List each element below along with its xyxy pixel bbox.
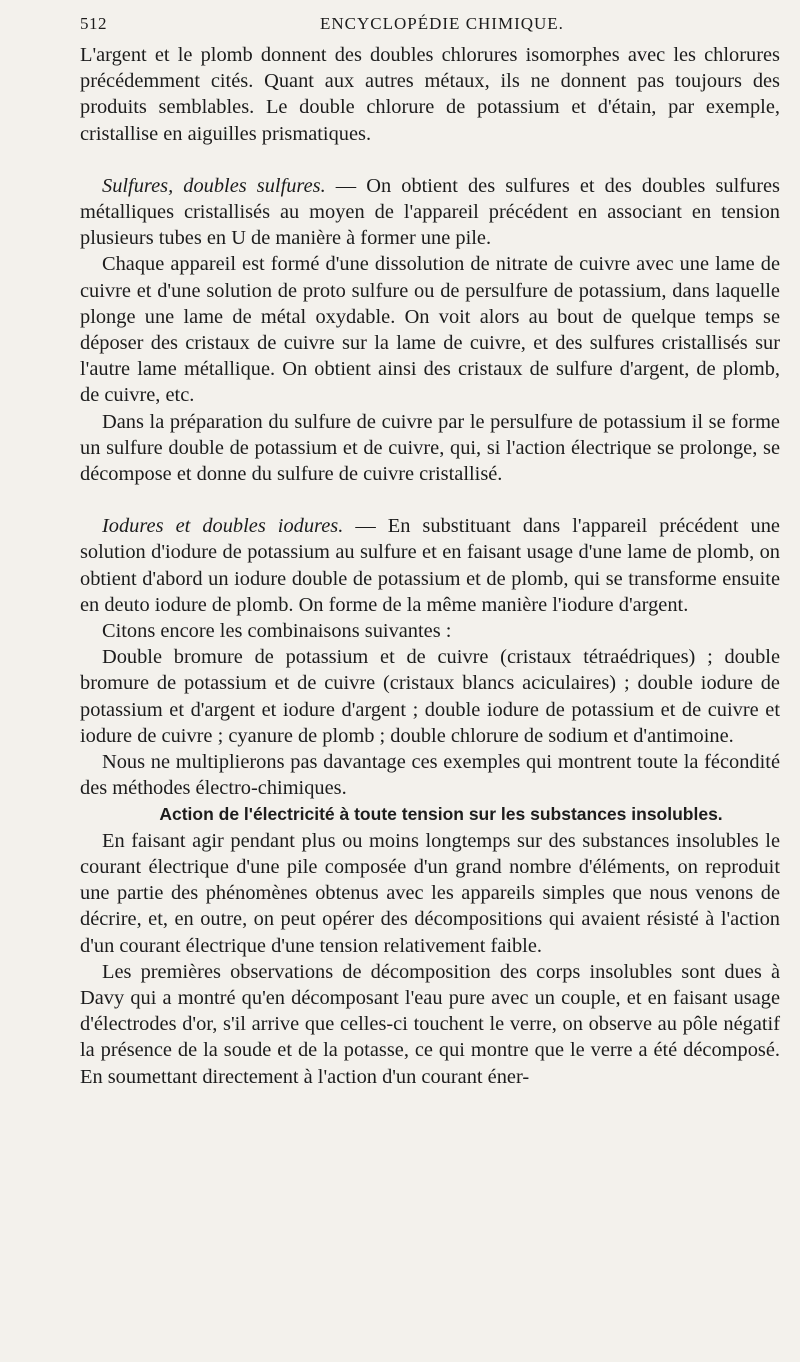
paragraph-silver-lead: L'argent et le plomb donnent des doubles chlorures isomorphes avec les chlorures précédemment cités. Quant aux autres métaux, ils ne donnent pas toujours des produits semblables. Le double chlorure de potassium et d'étain, par exemple, cristallise en aiguilles prismatiques.: [80, 44, 780, 145]
paragraph-combinations-intro: Citons encore les combinaisons suivantes :: [102, 620, 452, 643]
paragraph-davy: Les premières observations de décomposition des corps insolubles sont dues à Davy qui a montré qu'en décomposant l'eau pure avec un couple, et en faisant usage d'électrodes d'or, s'il arrive que celles-ci touchent le verre, on observe au pôle négatif la présence de la soude et de la potasse, ce qui montre que le verre a été décomposé. En soumettant directement à l'action d'un courant éner-: [80, 960, 780, 1088]
paragraph-high-tension: En faisant agir pendant plus ou moins longtemps sur des substances insolubles le courant électrique d'une pile composée d'un grand nombre d'éléments, on reproduit une partie des phénomènes obtenus avec les appareils simples que nous venons de décrire, et, en outre, on peut opérer des décompositions qui avaient résisté à l'action d'un courant électrique d'une tension relativement faible.: [80, 829, 780, 957]
paragraph-conclusion: Nous ne multiplierons pas davantage ces exemples qui montrent toute la fécondité des méthodes électro-chimiques.: [80, 751, 780, 800]
subsection-heading-iodures: Iodures et doubles iodures.: [102, 515, 344, 538]
paragraph-iodures: Iodures et doubles iodures. — En substituant dans l'appareil précédent une solution d'iodure de potassium au sulfure et en faisant usage d'une lame de plomb, on obtient d'abord un iodure double de potassium et de plomb, qui se transforme ensuite en deuto iodure de plomb. On forme de la même manière l'iodure d'argent.: [80, 515, 780, 616]
section-title: Action de l'électricité à toute tension sur les substances insolubles.: [159, 804, 723, 825]
paragraph-sulfures: Sulfures, doubles sulfures. — On obtient des sulfures et des doubles sulfures métalliques cristallisés au moyen de l'appareil précédent en associant en tension plusieurs tubes en U de manière à former une pile.: [80, 174, 780, 250]
page-header: [80, 14, 780, 38]
subsection-heading-sulfures: Sulfures, doubles sulfures.: [102, 174, 326, 197]
paragraph-combinations-list: Double bromure de potassium et de cuivre (cristaux tétraédriques) ; double bromure de potassium et de cuivre (cristaux blancs aciculaires) ; double iodure de potassium et d'argent et iodure d'argent ; double iodure de potassium et de cuivre et iodure de cuivre ; cyanure de plomb ; double chlorure de sodium et d'antimoine.: [80, 646, 780, 747]
page-number: 512: [80, 14, 107, 33]
paragraph-apparatus: Chaque appareil est formé d'une dissolution de nitrate de cuivre avec une lame de cuivre et d'une solution de proto sulfure ou de persulfure de potassium, dans laquelle plonge une lame de métal oxydable. On voit alors au bout de quelque temps se déposer des cristaux de cuivre sur la lame de cuivre, et des sulfures cristallisés sur l'autre lame métallique. On obtient ainsi des cristaux de sulfure d'argent, de plomb, de cuivre, etc.: [80, 253, 780, 407]
body-text: [80, 42, 780, 1090]
paragraph-copper-sulfide: Dans la préparation du sulfure de cuivre par le persulfure de potassium il se forme un sulfure double de potassium et de cuivre, qui, si l'action électrique se prolonge, se décompose et donne du sulfure de cuivre cristallisé.: [80, 410, 780, 486]
running-title: ENCYCLOPÉDIE CHIMIQUE.: [320, 14, 564, 33]
